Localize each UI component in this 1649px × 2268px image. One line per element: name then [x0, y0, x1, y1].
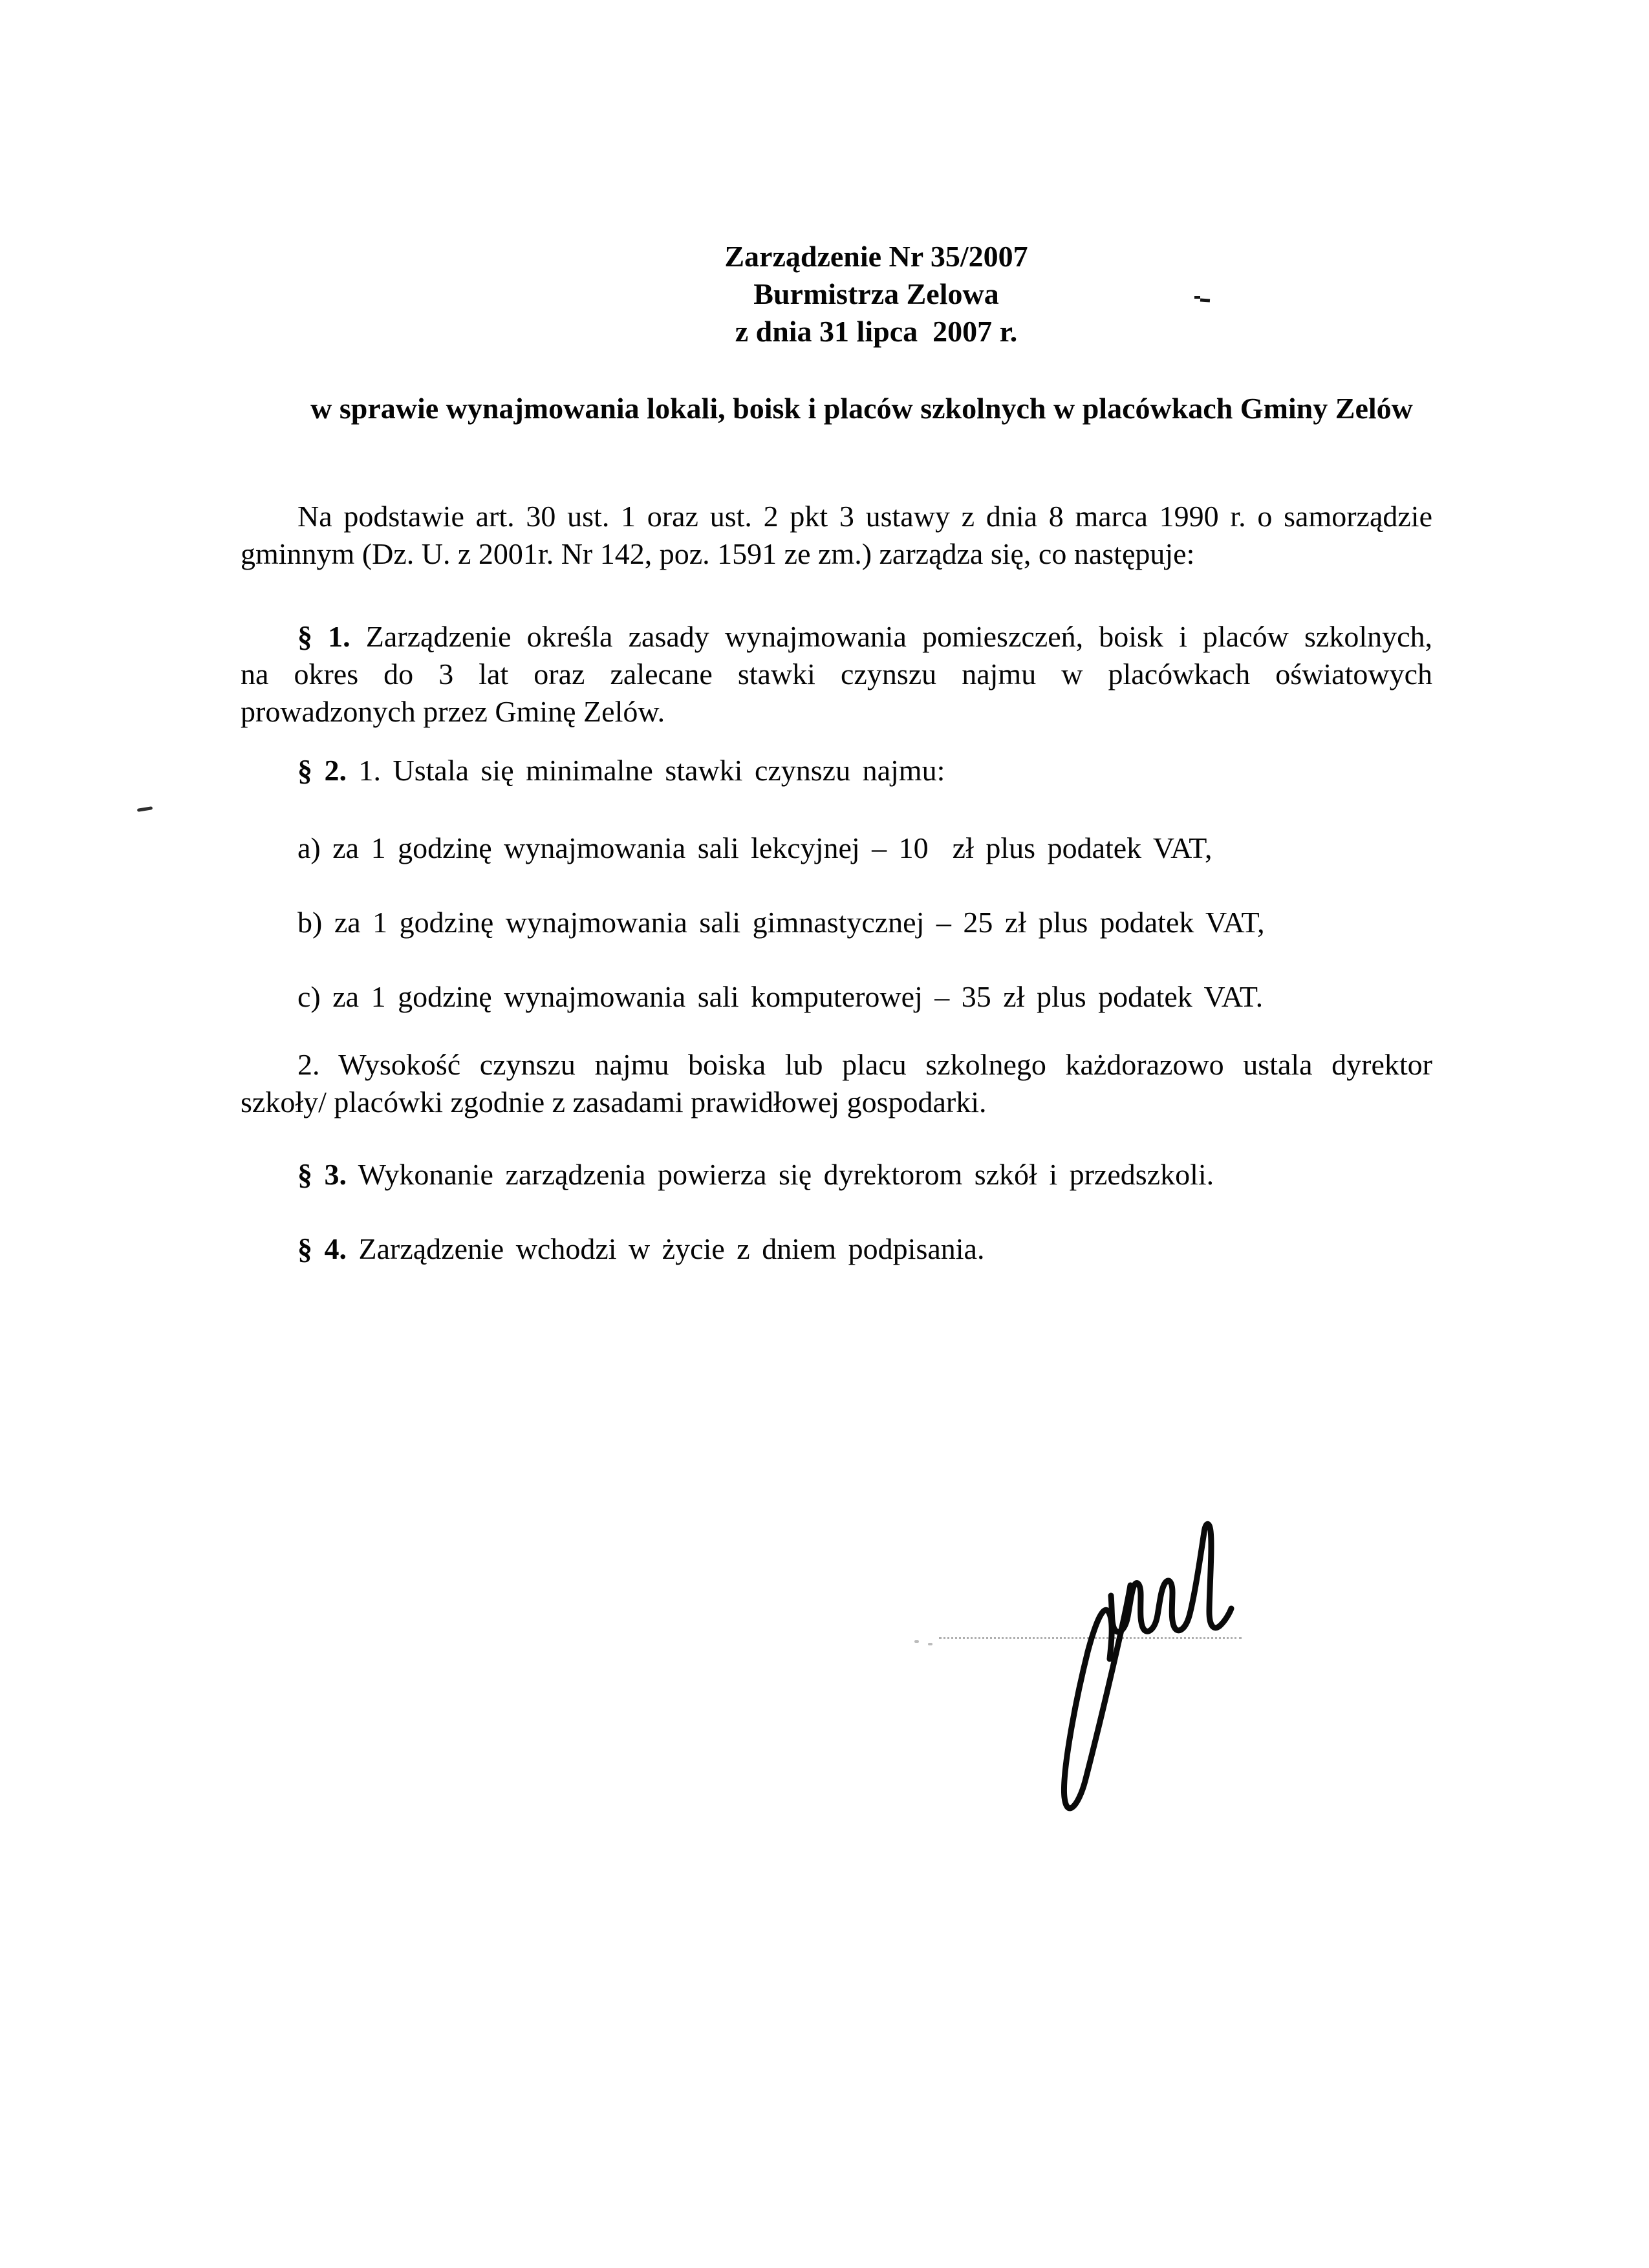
signature-stem-loop — [1064, 1585, 1130, 1808]
section-2-heading-text: 1. Ustala się minimalne stawki czynszu najmu: — [347, 754, 945, 787]
handwritten-signature — [905, 1513, 1242, 1843]
rate-item-c — [241, 978, 1432, 1016]
subject-line: w sprawie wynajmowania lokali, boisk i placów szkolnych w placówkach Gminy Zelów — [310, 392, 1413, 425]
section-3-line — [241, 1156, 1432, 1193]
section-1 — [241, 618, 1432, 731]
title-block — [239, 238, 1513, 350]
rate-item-a-text: a) za 1 godzinę wynajmowania sali lekcyjnej – 10 zł plus podatek VAT, — [297, 831, 1212, 864]
scan-artifact-speck — [1200, 298, 1210, 302]
scan-artifact-dash — [137, 806, 153, 812]
section-4-label: § 4. — [297, 1232, 347, 1265]
section-4-text: Zarządzenie wchodzi w życie z dniem podpisania. — [347, 1232, 985, 1265]
section-1-line-3: prowadzonych przez Gminę Zelów. — [241, 695, 665, 728]
section-2-heading — [241, 752, 1432, 789]
section-2-label: § 2. — [297, 754, 347, 787]
section-3-label: § 3. — [297, 1158, 347, 1191]
section-1-text-1: Zarządzenie określa zasady wynajmowania pomieszczeń, boisk i placów szkolnych, — [350, 620, 1433, 653]
section-4 — [241, 1230, 1432, 1268]
section-3 — [241, 1156, 1432, 1193]
title-line-number: Zarządzenie Nr 35/2007 — [724, 240, 1028, 273]
scan-artifact-speck — [1194, 296, 1200, 299]
section-1-label: § 1. — [297, 620, 350, 653]
rate-item-b-text: b) za 1 godzinę wynajmowania sali gimnastycznej – 25 zł plus podatek VAT, — [297, 906, 1265, 939]
rate-item-a — [241, 829, 1432, 867]
subject-block — [239, 390, 1484, 427]
rate-item-c-text: c) za 1 godzinę wynajmowania sali komputerowej – 35 zł plus podatek VAT. — [297, 980, 1264, 1013]
preamble — [241, 498, 1432, 573]
title-line-date: z dnia 31 lipca 2007 r. — [735, 315, 1018, 348]
section-2-point-2-line-1: 2. Wysokość czynszu najmu boiska lub placu szkolnego każdorazowo ustala dyrektor — [297, 1048, 1432, 1081]
section-4-line — [241, 1230, 1432, 1268]
section-1-line-1 — [241, 618, 1432, 656]
signature-letters — [1111, 1524, 1231, 1632]
signature-scrawl-svg — [905, 1513, 1242, 1843]
preamble-line-1: Na podstawie art. 30 ust. 1 oraz ust. 2 pkt 3 ustawy z dnia 8 marca 1990 r. o samorządzie — [297, 500, 1432, 533]
section-1-line-2: na okres do 3 lat oraz zalecane stawki czynszu najmu w placówkach oświatowych — [241, 658, 1432, 690]
section-3-text: Wykonanie zarządzenia powierza się dyrektorom szkół i przedszkoli. — [347, 1158, 1214, 1191]
section-2-heading-line — [241, 752, 1432, 789]
section-2-point-2 — [241, 1046, 1432, 1121]
title-line-issuer: Burmistrza Zelowa — [753, 277, 999, 310]
preamble-line-2: gminnym (Dz. U. z 2001r. Nr 142, poz. 1591 ze zm.) zarządza się, co następuje: — [241, 537, 1195, 570]
section-2-point-2-line-2: szkoły/ placówki zgodnie z zasadami prawidłowej gospodarki. — [241, 1086, 987, 1118]
rate-item-b — [241, 904, 1432, 941]
